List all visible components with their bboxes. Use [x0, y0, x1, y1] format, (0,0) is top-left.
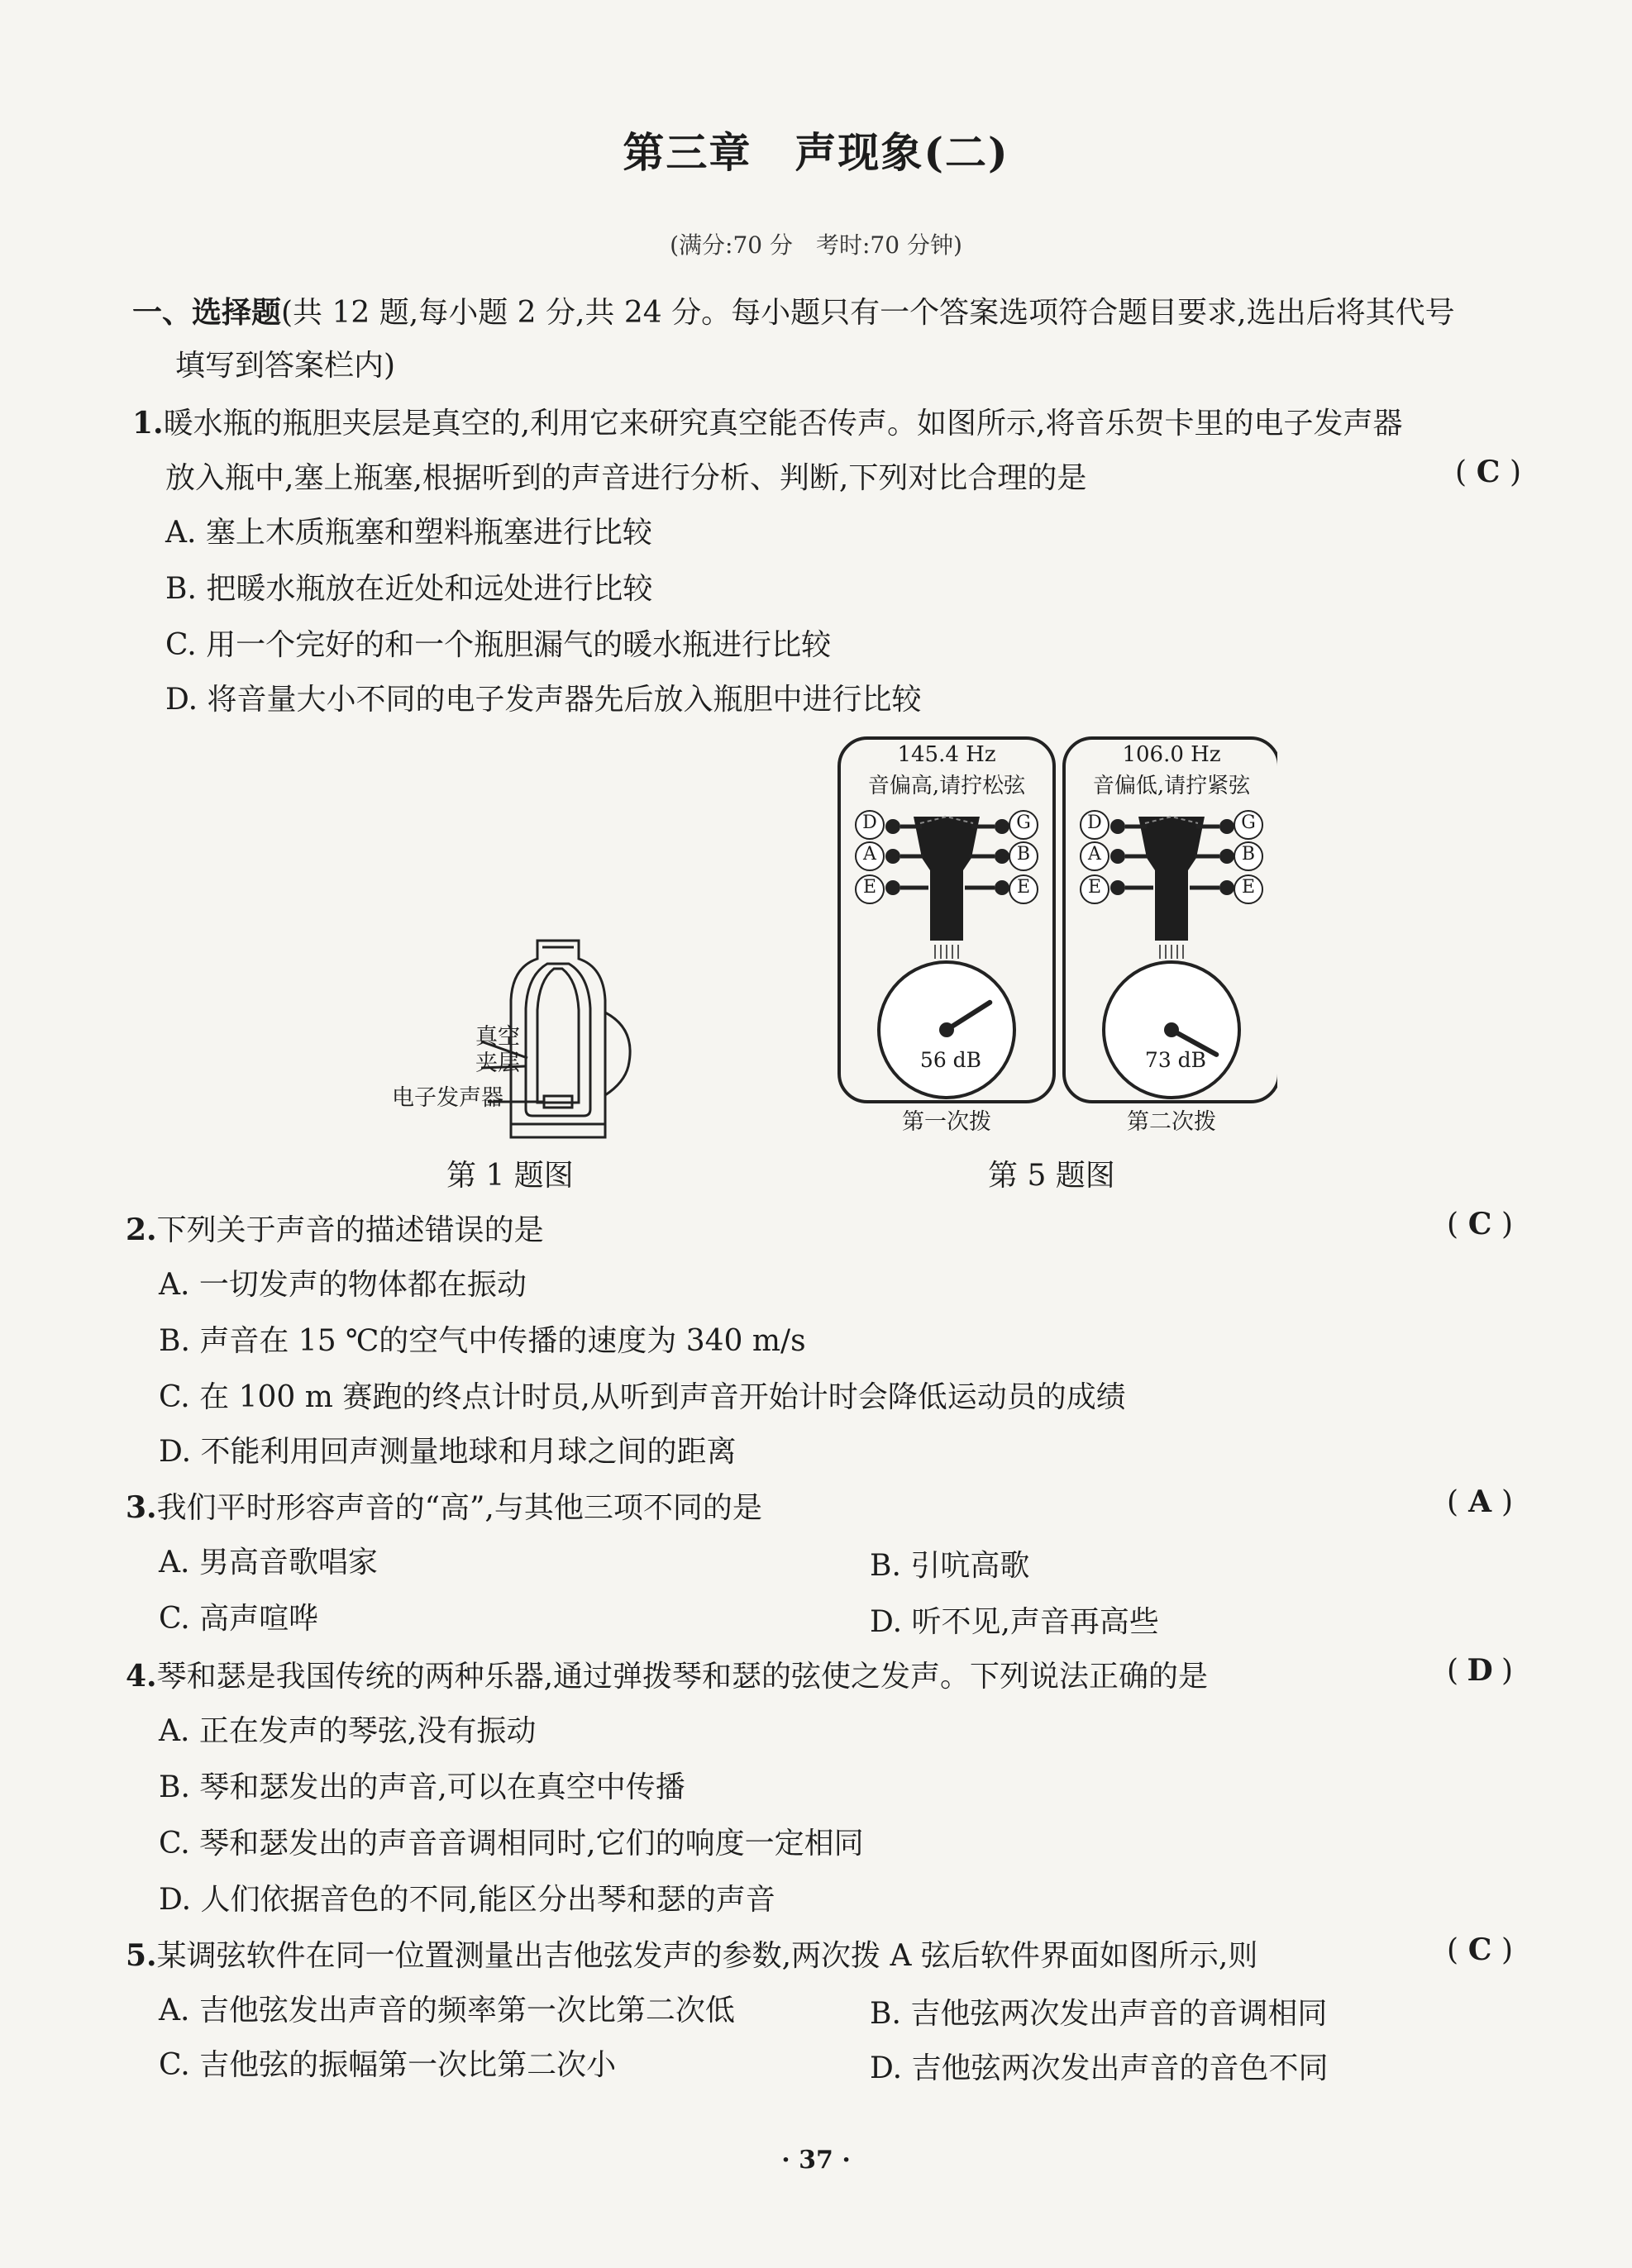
option-a: A. 男高音歌唱家 — [159, 1546, 378, 1580]
question-number: 3. — [126, 1490, 157, 1525]
answer-value: A — [1468, 1484, 1492, 1519]
label-emitter: 电子发声器 — [392, 1085, 503, 1111]
peg-label-g: G — [1241, 812, 1256, 833]
question-2 — [126, 1207, 544, 1249]
option-a: A. 吉他弦发出声音的频率第一次比第二次低 — [159, 1994, 735, 2027]
answer-slot-5: ( C ) — [1447, 1932, 1514, 1967]
panel-1-hint: 音偏高,请拧松弦 — [867, 774, 1026, 798]
option-b: B. 吉他弦两次发出声音的音调相同 — [870, 1997, 1328, 2031]
peg-label-a: A — [1088, 844, 1101, 865]
answer-value: C — [1476, 455, 1501, 489]
peg-label-e: E — [862, 877, 877, 898]
option-b: B. 琴和瑟发出的声音,可以在真空中传播 — [159, 1770, 685, 1804]
question-stem: 下列关于声音的描述错误的是 — [156, 1213, 544, 1247]
peg-label-e-high: E — [1016, 877, 1031, 898]
question-number: 1. — [132, 406, 164, 441]
label-vacuum-2: 夹层 — [475, 1051, 520, 1076]
panel-2-db: 73 dB — [1144, 1048, 1207, 1072]
option-c: C. 高声喧哗 — [159, 1602, 319, 1636]
option-c: C. 吉他弦的振幅第一次比第二次小 — [159, 2048, 617, 2082]
option-b: B. 引吭高歌 — [870, 1549, 1030, 1583]
peg-label-e-high: E — [1241, 877, 1256, 898]
option-d: D. 人们依据音色的不同,能区分出琴和瑟的声音 — [159, 1883, 775, 1917]
answer-value: C — [1467, 1932, 1492, 1967]
panel-2-label: 第二次拨 — [1127, 1109, 1216, 1135]
section-heading — [132, 289, 1455, 331]
section-instructions-1: (共 12 题,每小题 2 分,共 24 分。每小题只有一个答案选项符合题目要求,选出后将其代号 — [281, 296, 1455, 330]
option-c: C. 用一个完好的和一个瓶胆漏气的暖水瓶进行比较 — [165, 628, 832, 662]
figure-5-caption: 第 5 题图 — [988, 1159, 1115, 1193]
answer-value: C — [1467, 1207, 1492, 1241]
panel-1-db: 56 dB — [919, 1048, 982, 1072]
page-number: · 37 · — [781, 2146, 851, 2175]
question-stem: 我们平时形容声音的“高”,与其他三项不同的是 — [156, 1491, 762, 1525]
peg-label-g: G — [1016, 812, 1031, 833]
panel-2-frequency: 106.0 Hz — [1122, 742, 1221, 767]
option-b: B. 把暖水瓶放在近处和远处进行比较 — [165, 572, 653, 606]
question-3 — [126, 1484, 762, 1527]
exam-info: (满分:70 分 考时:70 分钟) — [670, 231, 962, 259]
option-c: C. 在 100 m 赛跑的终点计时员,从听到声音开始计时会降低运动员的成绩 — [159, 1380, 1126, 1414]
question-stem: 琴和瑟是我国传统的两种乐器,通过弹拨琴和瑟的弦使之发声。下列说法正确的是 — [156, 1660, 1209, 1694]
question-stem: 暖水瓶的瓶胆夹层是真空的,利用它来研究真空能否传声。如图所示,将音乐贺卡里的电子发声器 — [163, 407, 1403, 441]
question-1 — [132, 400, 1402, 442]
option-a: A. 一切发声的物体都在振动 — [159, 1268, 527, 1302]
option-a: A. 塞上木质瓶塞和塑料瓶塞进行比较 — [165, 516, 652, 550]
question-4 — [126, 1653, 1208, 1695]
peg-label-d: D — [1087, 812, 1102, 833]
option-d: D. 吉他弦两次发出声音的音色不同 — [870, 2051, 1329, 2085]
peg-label-b: B — [1016, 844, 1031, 865]
option-d: D. 将音量大小不同的电子发声器先后放入瓶胆中进行比较 — [165, 683, 922, 717]
section-label: 一、选择题 — [132, 296, 282, 330]
question-number: 2. — [126, 1213, 157, 1247]
option-a: A. 正在发声的琴弦,没有振动 — [159, 1714, 537, 1748]
question-1-stem-2: 放入瓶中,塞上瓶塞,根据听到的声音进行分析、判断,下列对比合理的是 — [165, 461, 1087, 495]
peg-label-e: E — [1087, 877, 1102, 898]
question-stem: 某调弦软件在同一位置测量出吉他弦发声的参数,两次拨 A 弦后软件界面如图所示,则 — [156, 1939, 1258, 1973]
answer-slot-1: ( C ) — [1455, 455, 1522, 489]
option-b: B. 声音在 15 ℃的空气中传播的速度为 340 m/s — [159, 1324, 806, 1358]
label-vacuum-1: 真空 — [475, 1024, 520, 1050]
figure-1-caption: 第 1 题图 — [446, 1159, 574, 1193]
question-number: 5. — [126, 1938, 157, 1973]
peg-label-b: B — [1241, 844, 1256, 865]
option-d: D. 听不见,声音再高些 — [870, 1605, 1159, 1639]
question-5 — [126, 1932, 1257, 1975]
answer-value: D — [1467, 1653, 1493, 1688]
question-number: 4. — [126, 1659, 157, 1694]
answer-slot-4: ( D ) — [1447, 1653, 1514, 1688]
peg-label-a: A — [863, 844, 876, 865]
option-c: C. 琴和瑟发出的声音音调相同时,它们的响度一定相同 — [159, 1827, 864, 1861]
answer-slot-2: ( C ) — [1447, 1207, 1514, 1241]
option-d: D. 不能利用回声测量地球和月球之间的距离 — [159, 1435, 737, 1469]
panel-1-frequency: 145.4 Hz — [897, 742, 996, 767]
page-title: 第三章 声现象(二) — [623, 128, 1009, 177]
peg-label-d: D — [862, 812, 877, 833]
answer-slot-3: ( A ) — [1447, 1484, 1514, 1519]
panel-2-hint: 音偏低,请拧紧弦 — [1092, 774, 1251, 798]
panel-1-label: 第一次拨 — [902, 1109, 991, 1135]
section-instructions-2: 填写到答案栏内) — [175, 349, 396, 383]
